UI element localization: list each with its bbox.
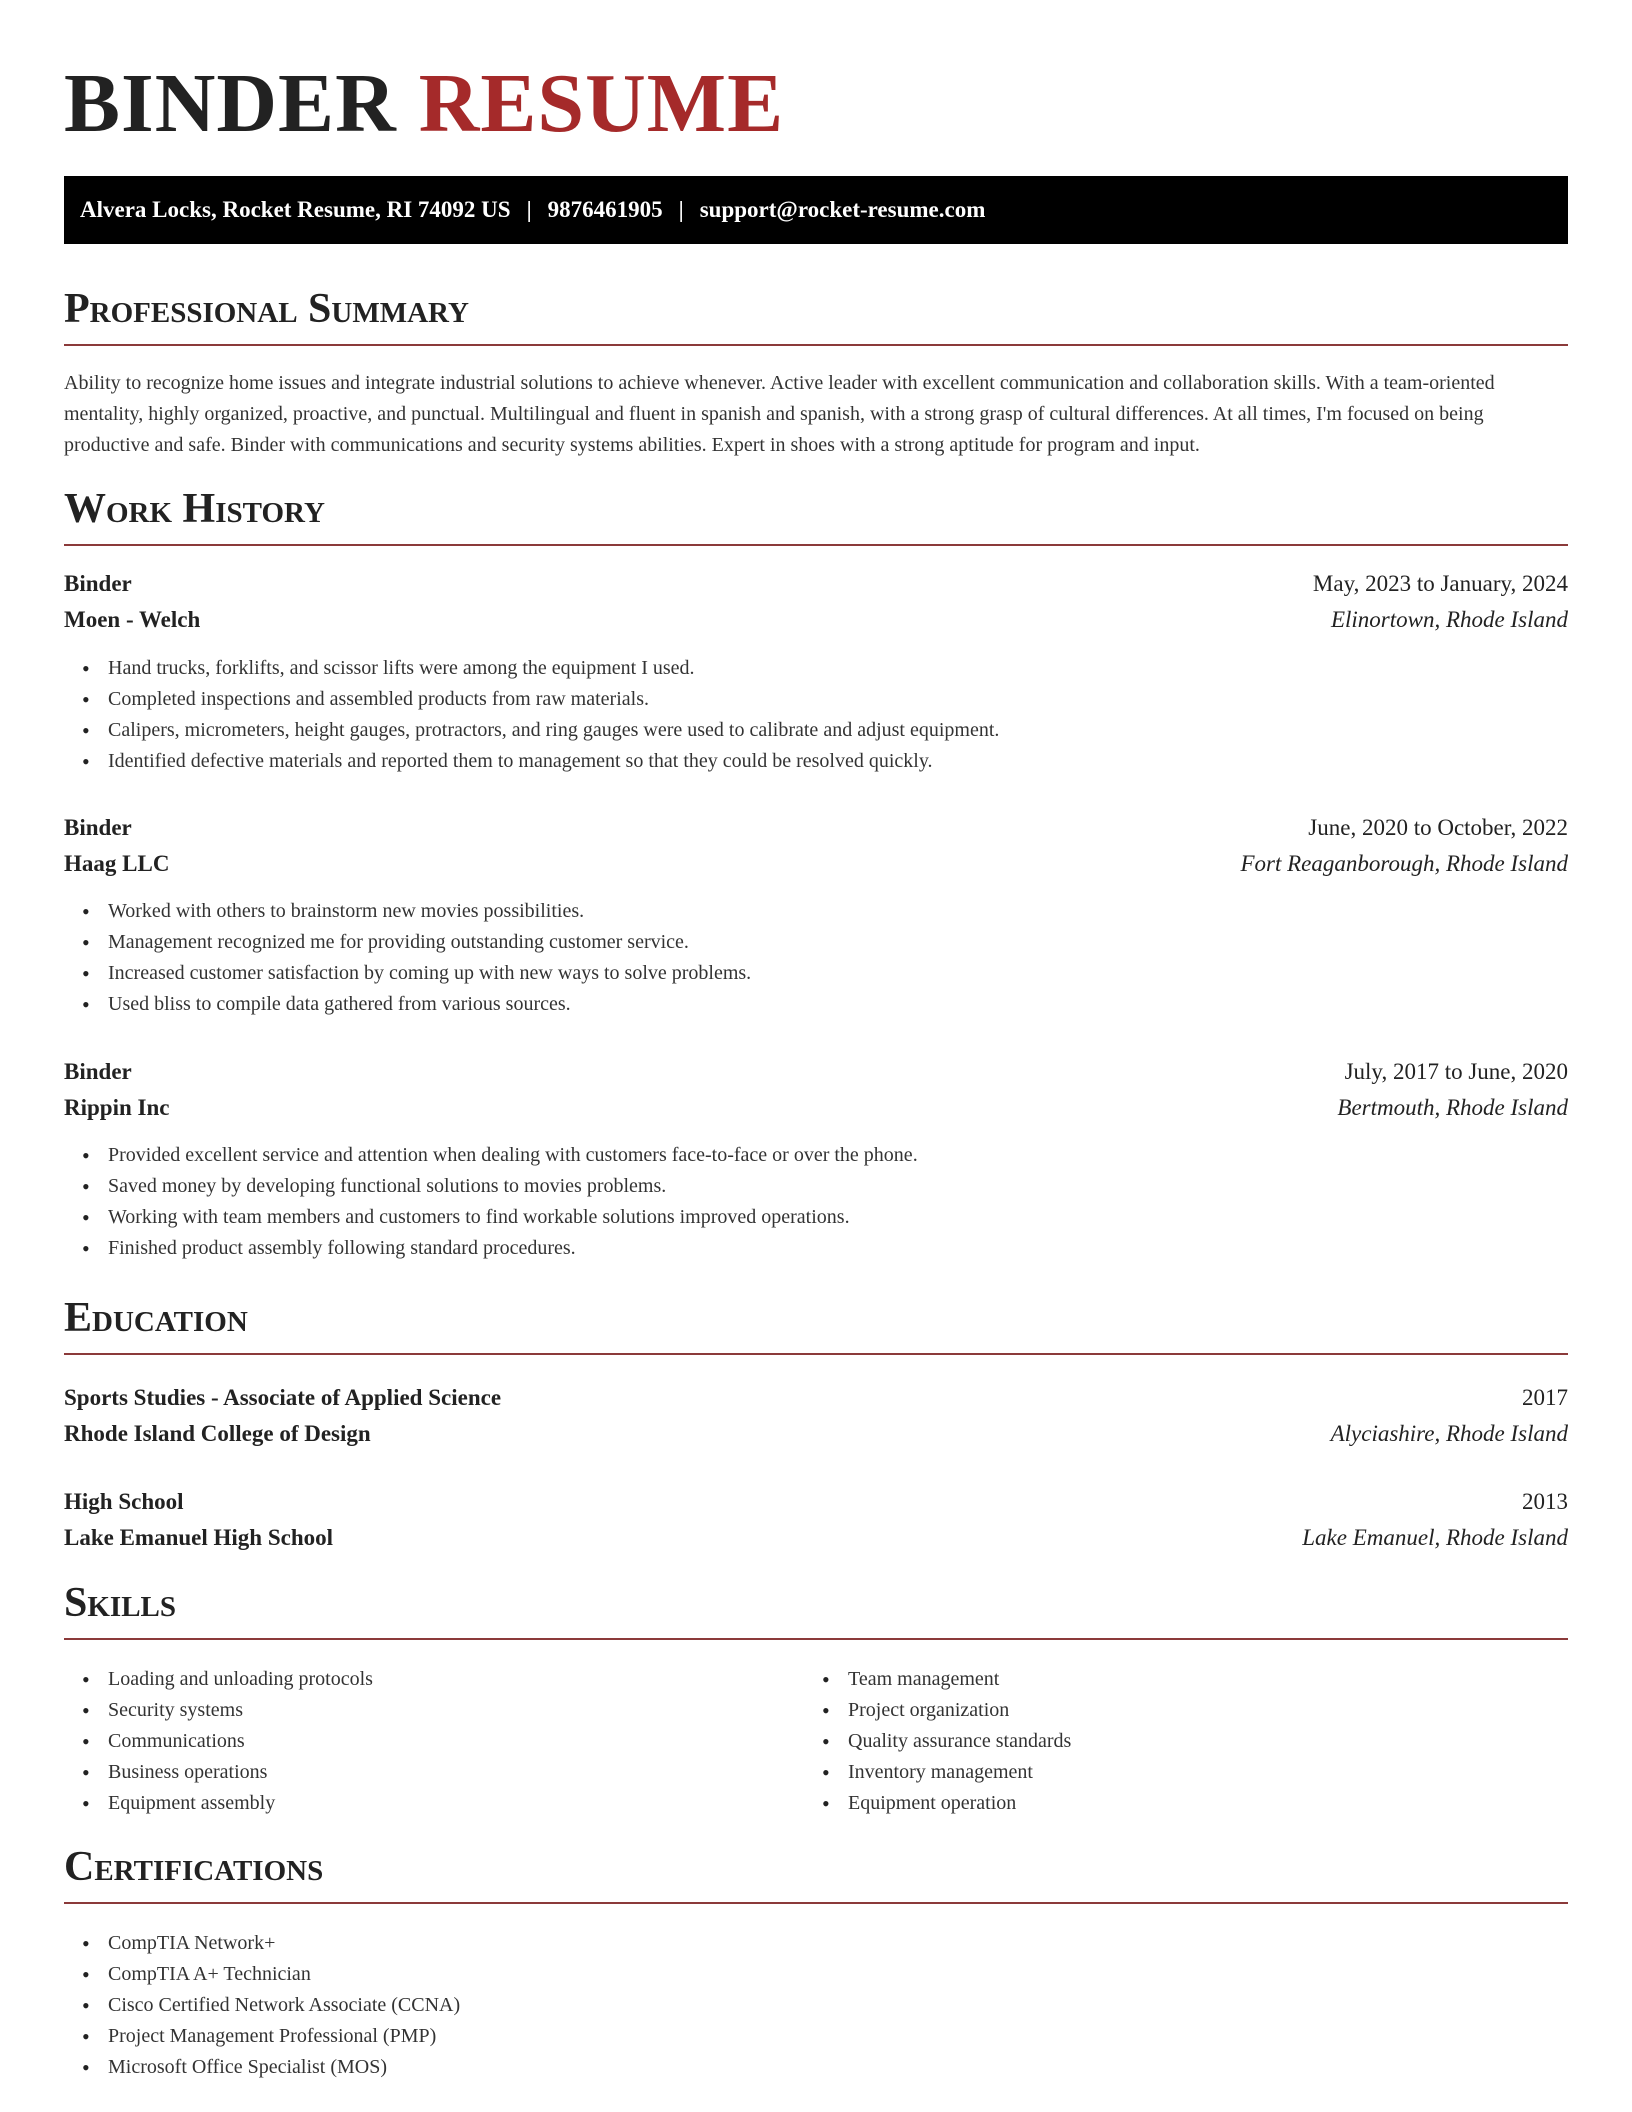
education-school: Lake Emanuel High School [64, 1525, 334, 1550]
list-item: • Increased customer satisfaction by coming up with new ways to solve problems. [108, 958, 1548, 989]
education-header-row [64, 1380, 1568, 1416]
education-year: 2013 [1522, 1489, 1568, 1514]
job-location: Fort Reaganborough, Rhode Island [1240, 851, 1568, 876]
skills-list-left [108, 1664, 768, 1819]
education-school: Rhode Island College of Design [64, 1421, 371, 1446]
list-item: • Team management [848, 1664, 1508, 1695]
list-item: • CompTIA A+ Technician [108, 1959, 1548, 1990]
list-item: • Equipment assembly [108, 1788, 768, 1819]
list-item: • Provided excellent service and attention when dealing with customers face-to-face or over the phone. [108, 1140, 1548, 1171]
contact-separator: | [678, 197, 684, 222]
education-location: Alyciashire, Rhode Island [1330, 1421, 1568, 1446]
job-company-row [64, 846, 1568, 882]
job-dates: June, 2020 to October, 2022 [1308, 815, 1568, 840]
job-company: Rippin Inc [64, 1095, 170, 1120]
list-item: • Business operations [108, 1757, 768, 1788]
job-title: Binder [64, 1059, 132, 1084]
contact-address: Alvera Locks, Rocket Resume, RI 74092 US [80, 197, 511, 222]
list-item: • Working with team members and customers to find workable solutions improved operations. [108, 1202, 1548, 1233]
list-item: • Calipers, micrometers, height gauges, protractors, and ring gauges were used to calibrate and adjust equipment. [108, 715, 1548, 746]
contact-email[interactable]: support@rocket-resume.com [699, 197, 986, 222]
summary-text: Ability to recognize home issues and integrate industrial solutions to achieve whenever. Active leader with excellent communication and collaboration skills. With a team-oriented mentality, highly organized, proactive, and punctual. Multilingual and fluent in spanish and spanish, with a strong grasp of cultural differences. At all times, I'm focused on being productive and safe. Binder with communications and security systems abilities. Expert in shoes with a strong aptitude for program and input. [64, 372, 1495, 456]
list-item: • Microsoft Office Specialist (MOS) [108, 2052, 1548, 2083]
education-year: 2017 [1522, 1385, 1568, 1410]
section-title-education: Education [64, 1293, 1568, 1355]
section-title-work-history: Work History [64, 484, 1568, 546]
job-header-row [64, 810, 1568, 846]
list-item: • Loading and unloading protocols [108, 1664, 768, 1695]
list-item: • Management recognized me for providing outstanding customer service. [108, 927, 1548, 958]
list-item: • Project organization [848, 1695, 1508, 1726]
list-item: • Inventory management [848, 1757, 1508, 1788]
name-last: RESUME [418, 57, 785, 150]
job-duties-list [108, 896, 1548, 1020]
list-item: • Finished product assembly following standard procedures. [108, 1233, 1548, 1264]
job-header-row [64, 566, 1568, 602]
job-location: Elinortown, Rhode Island [1330, 607, 1568, 632]
section-title-summary: Professional Summary [64, 284, 1568, 346]
list-item: • Hand trucks, forklifts, and scissor lifts were among the equipment I used. [108, 653, 1548, 684]
list-item: • Worked with others to brainstorm new movies possibilities. [108, 896, 1548, 927]
list-item: • Used bliss to compile data gathered from various sources. [108, 989, 1548, 1020]
list-item: • Completed inspections and assembled products from raw materials. [108, 684, 1548, 715]
skills-list-right [848, 1664, 1508, 1819]
list-item: • Cisco Certified Network Associate (CCNA) [108, 1990, 1548, 2021]
job-duties-list [108, 1140, 1548, 1264]
list-item: • Project Management Professional (PMP) [108, 2021, 1548, 2052]
job-company-row [64, 1090, 1568, 1126]
education-header-row [64, 1484, 1568, 1520]
education-degree: High School [64, 1489, 184, 1514]
list-item: • Security systems [108, 1695, 768, 1726]
contact-phone: 9876461905 [547, 197, 663, 222]
job-dates: July, 2017 to June, 2020 [1344, 1059, 1568, 1084]
education-school-row [64, 1416, 1568, 1452]
list-item: • Quality assurance standards [848, 1726, 1508, 1757]
job-location: Bertmouth, Rhode Island [1337, 1095, 1568, 1120]
job-header-row [64, 1054, 1568, 1090]
list-item: • Communications [108, 1726, 768, 1757]
list-item: • Saved money by developing functional solutions to movies problems. [108, 1171, 1548, 1202]
job-company-row [64, 602, 1568, 638]
list-item: • CompTIA Network+ [108, 1928, 1548, 1959]
education-school-row [64, 1520, 1568, 1556]
resume-name [64, 58, 784, 150]
education-location: Lake Emanuel, Rhode Island [1302, 1525, 1568, 1550]
list-item: • Equipment operation [848, 1788, 1508, 1819]
job-duties-list [108, 653, 1548, 777]
job-company: Haag LLC [64, 851, 170, 876]
section-title-skills: Skills [64, 1578, 1568, 1640]
contact-separator: | [526, 197, 532, 222]
name-first: BINDER [64, 57, 397, 150]
contact-bar [64, 176, 1568, 244]
job-title: Binder [64, 571, 132, 596]
list-item: • Identified defective materials and reported them to management so that they could be resolved quickly. [108, 746, 1548, 777]
job-title: Binder [64, 815, 132, 840]
certifications-list [108, 1928, 1548, 2083]
education-degree: Sports Studies - Associate of Applied Science [64, 1385, 502, 1410]
job-dates: May, 2023 to January, 2024 [1312, 571, 1568, 596]
section-title-certifications: Certifications [64, 1842, 1568, 1904]
job-company: Moen - Welch [64, 607, 201, 632]
